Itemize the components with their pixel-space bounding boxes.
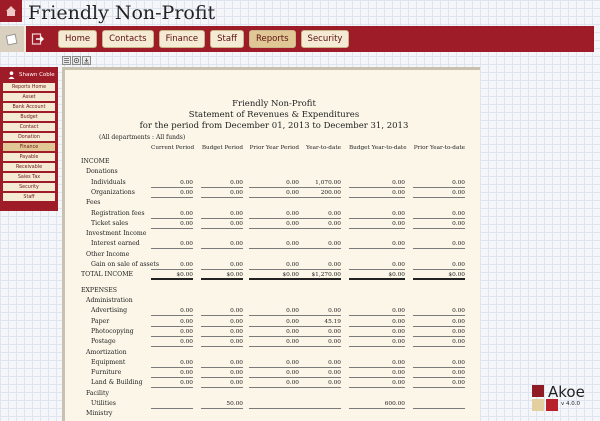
row-value: 0.00 [413,378,465,388]
notes-button[interactable] [0,26,24,52]
row-label: Donations [86,168,118,176]
report-row [65,167,480,177]
sidebar-item-receivable[interactable]: Receivable [3,163,55,171]
report-row [65,286,480,296]
row-value: 0.00 [413,327,465,337]
row-value: 0.00 [201,209,243,219]
row-value: 600.00 [349,399,405,409]
row-value: 0.00 [249,219,299,229]
report-row [65,250,480,260]
row-label: Registration fees [91,209,145,217]
row-value: 0.00 [349,368,405,378]
row-label: Gain on sale of assets [91,261,160,268]
row-value: 0.00 [299,239,341,249]
sidebar-item-budget[interactable]: Budget [3,113,55,121]
row-label: Advertising [91,307,128,315]
report-row [65,389,480,399]
sidebar-item-security[interactable]: Security [3,183,55,191]
row-value: 0.00 [299,219,341,229]
tab-security[interactable]: Security [301,30,350,48]
brand-name: Akoe [548,383,585,401]
row-value: 0.00 [249,358,299,368]
row-value: 0.00 [249,368,299,378]
row-value: 0.00 [413,306,465,316]
row-label: Furniture [91,369,122,377]
tab-staff[interactable]: Staff [210,30,244,48]
report-row [65,209,480,219]
report-row [65,188,480,198]
row-value [299,399,341,409]
house-icon [4,4,18,18]
sidebar-items [0,83,58,201]
row-value: 0.00 [249,327,299,337]
row-value: 0.00 [249,260,299,270]
list-icon [63,57,70,64]
row-value: 0.00 [249,209,299,219]
home-icon-button[interactable] [0,0,22,22]
sidebar-item-reports-home[interactable]: Reports Home [3,83,55,91]
row-label: Fees [86,199,101,207]
row-value: $0.00 [413,270,465,280]
row-value: 0.00 [151,260,193,270]
row-label: INCOME [81,158,110,165]
report-row [65,399,480,409]
row-label: Equipment [91,358,126,366]
row-value: 0.00 [151,306,193,316]
row-label: EXPENSES [81,286,118,294]
report-row [65,229,480,239]
main-nav-bar [0,26,594,52]
row-value: 0.00 [349,178,405,188]
column-header: Current Period [151,145,195,151]
sidebar-item-bank-account[interactable]: Bank Account [3,103,55,111]
row-value: 0.00 [201,378,243,388]
row-value: 0.00 [151,358,193,368]
row-value: 0.00 [349,188,405,198]
tab-reports[interactable]: Reports [249,30,296,48]
row-label: Ticket sales [91,219,129,227]
report-row [65,337,480,347]
row-value: 0.00 [299,209,341,219]
row-value: $0.00 [349,270,405,280]
row-value: 0.00 [151,327,193,337]
row-value: 0.00 [201,358,243,368]
sidebar-item-sales-tax[interactable]: Sales Tax [3,173,55,181]
row-label: Photocopying [91,327,134,335]
row-value: 0.00 [151,209,193,219]
row-value: 0.00 [201,239,243,249]
row-value: $1,270.00 [299,270,341,280]
row-value: 0.00 [151,337,193,347]
column-header: Budget Year-to-date [349,145,407,151]
row-value: 0.00 [249,178,299,188]
row-value: 0.00 [299,306,341,316]
user-menu[interactable] [0,69,58,81]
row-label: Paper [91,317,110,325]
row-label: Land & Building [91,379,143,387]
row-value: 0.00 [413,239,465,249]
row-value: 0.00 [413,178,465,188]
row-value: 0.00 [413,209,465,219]
sidebar-item-contact[interactable]: Contact [3,123,55,131]
column-header: Prior Year-to-date [413,145,465,151]
row-value: 0.00 [349,219,405,229]
row-value: 0.00 [201,317,243,327]
row-value: 0.00 [349,209,405,219]
row-value: 0.00 [299,327,341,337]
row-value: 0.00 [349,306,405,316]
logo-square-light [532,399,544,411]
row-value: 0.00 [349,337,405,347]
report-row [65,368,480,378]
row-value: 0.00 [413,317,465,327]
report-row [65,327,480,337]
row-value: 0.00 [201,188,243,198]
row-value: 0.00 [151,219,193,229]
sidebar-item-donation[interactable]: Donation [3,133,55,141]
report-row [65,306,480,316]
export-button[interactable] [82,56,91,65]
row-value: 0.00 [413,188,465,198]
row-value: 0.00 [151,378,193,388]
notepad-icon [5,32,19,46]
report-row [65,358,480,368]
row-value: 0.00 [299,368,341,378]
report-row [65,317,480,327]
report-row [65,348,480,358]
row-label: Facility [86,389,109,397]
row-value: $0.00 [249,270,299,280]
report-row [65,157,480,167]
report-row [65,219,480,229]
row-value: 0.00 [201,368,243,378]
row-value: 0.00 [201,260,243,270]
report-filter: (All departments : All funds) [99,134,186,141]
row-label: Utilities [91,400,116,408]
row-value: 0.00 [201,219,243,229]
row-label: Investment Income [86,230,147,238]
row-label: Administration [86,297,133,305]
row-value: 0.00 [151,188,193,198]
exit-icon [31,32,45,46]
list-view-button[interactable] [62,56,71,65]
brand-version: v 4.0.0 [561,401,580,407]
report-row [65,239,480,249]
row-label: TOTAL INCOME [81,271,134,279]
akoe-logo [532,385,592,415]
report-period: for the period from December 01, 2013 to December 31, 2013 [139,121,409,131]
report-row [65,270,480,280]
row-value: 0.00 [349,378,405,388]
report-row [65,178,480,188]
row-value: 0.00 [299,260,341,270]
user-icon [8,71,15,79]
row-value: 0.00 [413,260,465,270]
sidebar-item-finance[interactable]: Finance [3,143,55,151]
row-value [151,399,193,409]
column-header: Prior Year Period [249,145,299,151]
row-value: 0.00 [249,378,299,388]
row-value: 0.00 [249,239,299,249]
row-value [249,399,299,409]
row-value: 0.00 [201,306,243,316]
row-value: 0.00 [349,239,405,249]
row-label: Ministry [86,410,113,418]
report-title: Statement of Revenues & Expenditures [188,110,360,120]
row-value: 0.00 [413,358,465,368]
report-row [65,378,480,388]
row-value: 0.00 [201,178,243,188]
org-title: Friendly Non-Profit [28,2,216,24]
tab-finance[interactable]: Finance [159,30,206,48]
report-org-name: Friendly Non-Profit [232,99,316,109]
row-value [413,399,465,409]
report-toolbar [62,56,91,65]
row-value: 0.00 [151,239,193,249]
row-value: 0.00 [349,317,405,327]
column-header: Year-to-date [306,145,341,151]
row-value: $0.00 [201,270,243,280]
row-label: Organizations [91,188,135,196]
column-header: Budget Period [201,145,243,151]
user-name: Shawn Coble [19,72,55,78]
row-label: Interest earned [91,240,140,248]
row-value: 0.00 [249,188,299,198]
row-value: 45.19 [299,317,341,327]
row-value: 0.00 [249,306,299,316]
options-button[interactable] [72,56,81,65]
row-value: 50.00 [201,399,243,409]
nav-tabs [58,30,349,48]
row-label: Individuals [91,178,126,186]
row-value: 0.00 [413,337,465,347]
row-value: 0.00 [413,219,465,229]
report-row [65,260,480,270]
row-label: Other Income [86,250,130,258]
row-value: 0.00 [249,337,299,347]
reports-sidebar [0,67,58,211]
logo-square-dark [532,385,544,397]
settings-icon [73,57,80,64]
sidebar-item-payable[interactable]: Payable [3,153,55,161]
row-value: 0.00 [201,337,243,347]
row-value: $0.00 [151,270,193,280]
row-label: Postage [91,338,116,346]
row-value: 0.00 [413,368,465,378]
sidebar-item-asset[interactable]: Asset [3,93,55,101]
report-page [62,67,480,421]
export-icon [83,57,90,64]
row-value: 0.00 [349,327,405,337]
row-value: 0.00 [349,358,405,368]
row-value: 0.00 [151,317,193,327]
row-value: 1,070.00 [299,178,341,188]
row-value: 0.00 [249,317,299,327]
row-value: 0.00 [151,368,193,378]
report-row [65,409,480,419]
row-value: 0.00 [299,337,341,347]
row-value: 0.00 [299,378,341,388]
row-value: 200.00 [299,188,341,198]
row-value: 0.00 [349,260,405,270]
report-row [65,198,480,208]
row-value: 0.00 [299,358,341,368]
row-value: 0.00 [151,178,193,188]
sidebar-item-staff[interactable]: Staff [3,193,55,201]
tab-home[interactable]: Home [58,30,97,48]
tab-contacts[interactable]: Contacts [102,30,154,48]
report-row [65,296,480,306]
row-value: 0.00 [201,327,243,337]
row-label: Amortization [86,348,127,356]
logout-button[interactable] [26,26,50,52]
